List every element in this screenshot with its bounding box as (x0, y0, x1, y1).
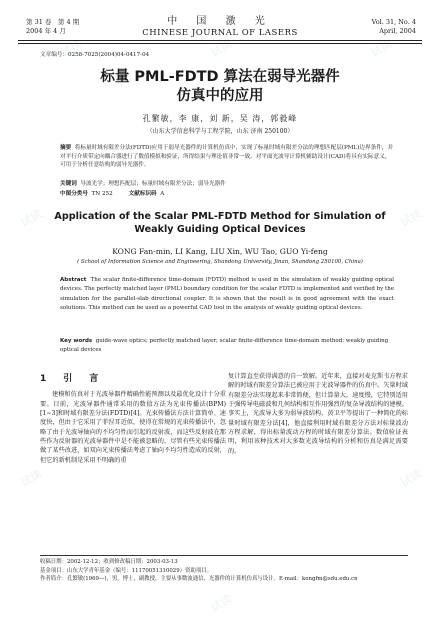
abstract-cn (60, 144, 394, 170)
article-number: 文章编号：0258-7025(2004)04-0417-04 (40, 52, 150, 58)
title-en (20, 210, 420, 236)
header-center (10, 16, 430, 38)
classification (60, 190, 394, 199)
title-cn-line2: 仿真中的应用 (176, 88, 264, 104)
footnote-fund: 基金项目：山东大学青年基金（编号：11170051310029）资助项目。 (40, 567, 213, 574)
class-code: TN 252 (91, 191, 113, 197)
watermark: 试读 (58, 37, 85, 60)
header-rule-thin (18, 43, 422, 44)
body-paragraph: 复计算直至获得满意的自一致解。近年来，直接对麦克斯韦方程求解的时域有限差分算法已被应用于光波导器件的仿真中。矢量时域有限差分法实现起来非常简便，但计算量大，速度慢，它特别适用于强传导电磁波和几何结构相互作用强烈的复杂导波结构的建模。事实上，光波导大多为弱导波结构，黄卫平等提出了一种简化的标量时域有限差分法[4]，他直接利用时域有限差分方法对标量波动方程求解，得出标量波动方程的时域有限差分算法。数值验证表明，利用该种技术对大多数光波导结构的分析和仿真是满足需要的。 (228, 373, 408, 455)
keywords-cn-label: 关键词 (60, 181, 77, 187)
watermark: 试读 (18, 467, 45, 490)
footnote-rule (40, 555, 408, 556)
body-column-right (228, 372, 408, 456)
watermark: 试读 (208, 37, 235, 60)
doccode-value: A (160, 191, 165, 197)
keywords-cn-text: 导波光学；理想匹配层；标量时域有限差分法；弱导光器件 (80, 181, 226, 187)
keywords-en-text: guide-wave optics; perfectly matched layer; scalar finite-difference time-domain method; weakly guiding optical devices (60, 338, 389, 354)
title-en-line1: Application of the Scalar PML-FDTD Method for Simulation of (54, 211, 386, 222)
header-rule (18, 40, 422, 41)
footnotes (40, 558, 408, 584)
journal-name-en: CHINESE JOURNAL OF LASERS (142, 28, 298, 38)
abstract-cn-text: 将标量时域有限差分法(FDTD)应用于弱导光器件的计算机仿真中，实现了标量时域有限差分法的理想匹配层(PML)边界条件，并对平行介质带定向耦合器进行了数值模拟和验证，所得结果与理论值非常一致。对平面光波导计算机辅助设计(CAD)将具有实际意义，可用于分析任意结构的弱导光器件。 (60, 145, 393, 169)
body-column-left (40, 372, 226, 465)
section-heading: 1 引 言 (40, 374, 103, 384)
footnote-author: 作者简介：孔繁敏(1969—)，男，博士，副教授，主要从事微波通信、光器件的计算机仿真与设计。E-mail：kongfm@sdu.edu.cn (40, 576, 358, 583)
title-cn (0, 68, 440, 106)
watermark: 试读 (398, 467, 425, 490)
affiliation-cn: （山东大学信息科学与工程学院，山东 济南 250100） (146, 128, 294, 135)
volume-cn: 第 31 卷 第 4 期 (26, 18, 80, 26)
header-right (372, 18, 416, 35)
date-en: April, 2004 (379, 26, 416, 35)
affiliation-en: ( School of Information Science and Engineering, Shandong University, Jinan, Shandong 250100, China) (77, 259, 363, 265)
abstract-cn-label: 摘要 (60, 145, 72, 151)
keywords-en-label: Key words (60, 338, 93, 344)
journal-name-cn: 中 国 激 光 (167, 16, 273, 27)
date-cn: 2004 年 4 月 (26, 26, 66, 35)
keywords-cn (60, 180, 394, 189)
keywords-en (60, 337, 394, 356)
authors-en: KONG Fan-min, LI Kang, LIU Xin, WU Tao, GUO Yi-feng (112, 247, 328, 256)
abstract-en-text: The scalar finite-difference time-domain (FDTD) method is used in the simulation of weakly guiding optical devices. The perfectly matched layer (PML) boundary condition for the scalar FDTD is implemented and verified by the simulation for the parallel-slab directional coupler. It is shown that the result is in good agreement with the exact solutions. This method can be used as a powerful CAD tool in the analysis of weakly guiding optical devices. (60, 277, 394, 312)
watermark: 试读 (368, 37, 395, 60)
abstract-en (60, 276, 394, 314)
authors-cn: 孔繁敏，李 康，刘 新，吴 涛，郭毅峰 (142, 114, 298, 123)
footnote-received: 收稿日期：2002-12-12；收到修改稿日期：2003-03-13 (40, 559, 178, 565)
body-paragraph: 建模和仿真对于光波导器件精确性能预测以及最优化设计十分重要。目前，光波导器件通常采用的数值方法为光束传播法(BPM)[1~3]和时域有限差分法(FDTD)[4]。光束传播法方法计算简单、速度快，但由于它采用了菲涅耳近似，使得在常规的光束传播法中，忽略了由于光波导轴向的不均匀性而引起的反射波，而这些反射波在那些作为反射器的光波导器件中是不能被忽略的。尽管有些光束传播法做了某些改进，如双向光束传播法考虑了轴向不均匀性造成的反射，但它的新机制是采用不明确的重 (40, 391, 226, 464)
doccode-label: 文献标识码 (128, 191, 157, 197)
volume-en: Vol. 31, No. 4 (371, 18, 416, 26)
watermark: 试读 (398, 207, 425, 230)
title-en-line2: Weakly Guiding Optical Devices (134, 224, 306, 235)
title-cn-line1: 标量 PML-FDTD 算法在弱导光器件 (100, 69, 340, 85)
abstract-en-label: Abstract (60, 277, 87, 283)
watermark: 试读 (208, 592, 235, 615)
class-label: 中图分类号 (60, 191, 88, 197)
watermark: 试读 (18, 207, 45, 230)
